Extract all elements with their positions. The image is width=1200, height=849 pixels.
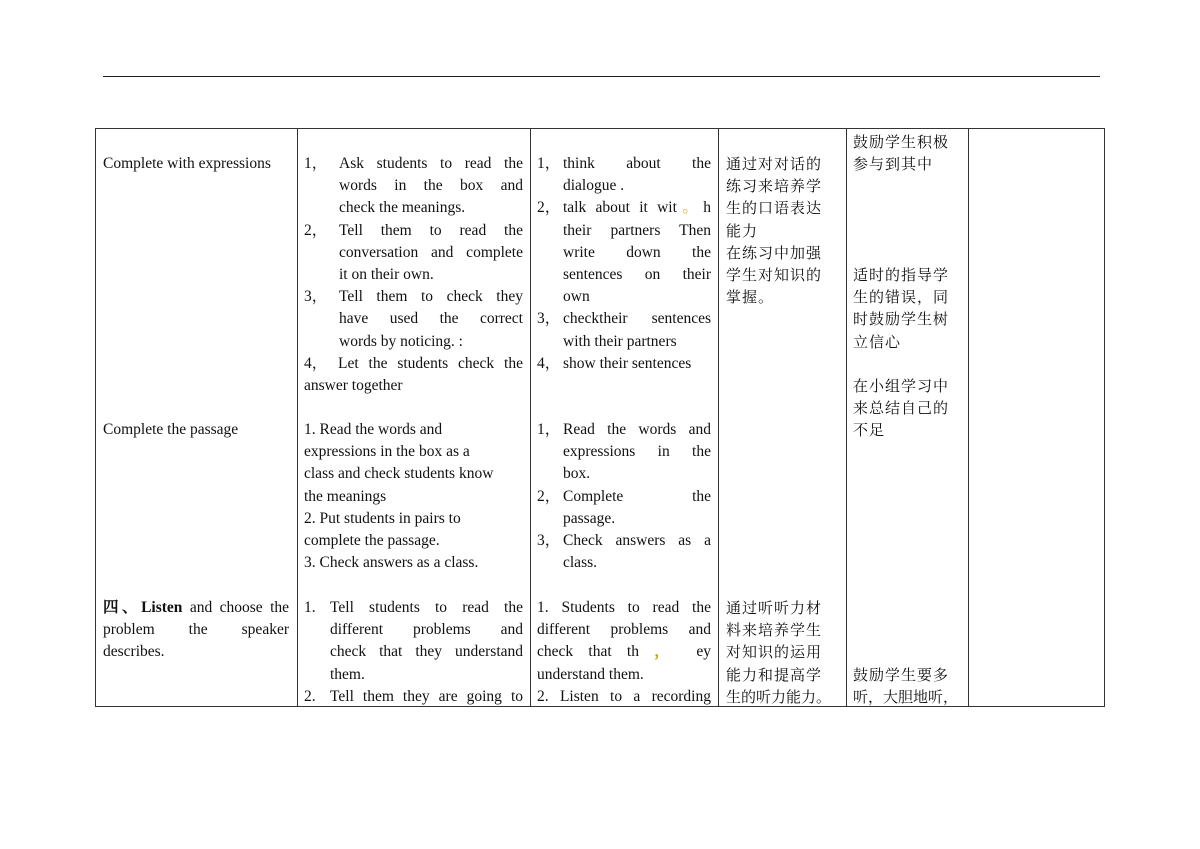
teacher-steps-passage: 1. Read the words and expressions in the box as a class and check students know the meanings 2. Put students in pairs to complete the passage. 3. Check answers as a class.	[304, 421, 494, 572]
activity-listen-line1: 四、Listen and choose the	[103, 599, 289, 616]
listen-teacher-step-2: 2. Tell them they are going to	[304, 687, 523, 705]
teaching-notes-a: 鼓励学生积极 参与到其中	[853, 133, 950, 174]
activity-complete-the-passage: Complete the passage	[103, 421, 239, 438]
passage-step-3: 3， Check answers as a class.	[537, 531, 711, 572]
passage-step-1: 1， Read the words and expressions in the box.	[537, 421, 711, 483]
activity-complete-with-expressions: Complete with expressions	[103, 155, 271, 172]
teacher-step-2: 2， Tell them to read the conversation and complete it on their own.	[304, 221, 523, 283]
student-step-1: 1， think about the dialogue .	[537, 155, 711, 195]
column-divider	[297, 129, 298, 706]
activity-listen: 四、Listen and choose the problem the speaker describes.	[103, 599, 289, 661]
student-steps-listen: 1. Students to read the different problems and check that th ， ey understand them. 2. Listen to a recording	[537, 599, 711, 705]
student-steps-expressions	[537, 153, 711, 375]
teaching-notes-listen: 鼓励学生要多 听，大胆地听，	[853, 666, 959, 707]
column-divider	[718, 129, 719, 706]
student-steps-passage	[537, 419, 711, 574]
column-divider	[530, 129, 531, 706]
design-intent-listen: 通过听听力材 料来培养学生 对知识的运用 能力和提高学 生的听力能力。	[726, 599, 832, 706]
teacher-steps-listen	[304, 597, 523, 708]
teacher-steps-expressions: 1， Ask students to read the words in the box and check the meanings. 2， Tell them to read the conversation and complete it on their own. 3， Tell them to check they have used the correct words by noticing. : 4， Let the students check the answer together	[304, 155, 523, 394]
passage-step-2: 2， Complete the passage.	[537, 487, 711, 527]
header-rule	[103, 76, 1100, 77]
column-divider	[846, 129, 847, 706]
teaching-notes-c: 在小组学习中 来总结自己的 不足	[853, 377, 950, 440]
teacher-step-1: 1， Ask students to read the words in the box and check the meanings.	[304, 155, 523, 217]
teaching-notes-b: 适时的指导学 生的错误，同 时鼓励学生树 立信心	[853, 266, 950, 351]
column-divider	[968, 129, 969, 706]
lesson-plan-table	[95, 128, 1105, 707]
student-step-2-line1: talk about it wit。h	[563, 199, 711, 217]
student-step-3: 3， checktheir sentences with their partners	[537, 310, 711, 350]
teacher-step-3: 3， Tell them to check they have used the correct words by noticing. :	[304, 288, 523, 350]
teacher-step-4: 4， Let the students check the	[304, 354, 523, 372]
student-step-4: 4， show their sentences	[537, 354, 692, 372]
listen-teacher-step-1: 1. Tell students to read the different problems and check that they understand them.	[304, 599, 523, 683]
student-step-2: 2， talk about it wit。h their partners Then write down the sentences on their own	[537, 199, 711, 306]
design-intent-expressions: 通过对对话的 练习来培养学 生的口语表达 能力 在练习中加强 学生对知识的 掌握。	[726, 155, 823, 307]
listen-student-line3: check that th ， ey	[537, 643, 711, 661]
